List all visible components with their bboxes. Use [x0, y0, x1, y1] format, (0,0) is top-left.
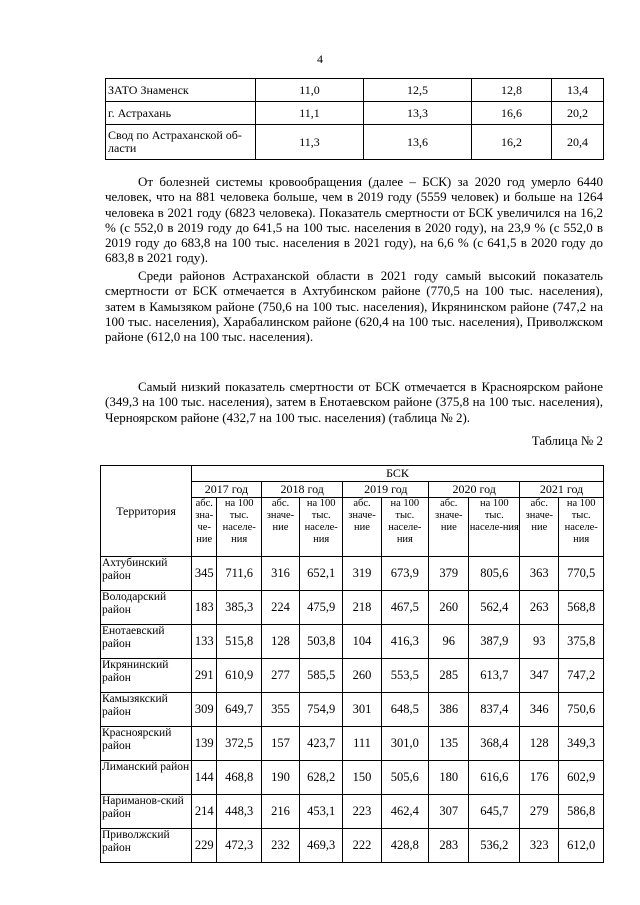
abs-value-cell: 386	[429, 693, 469, 727]
table-row	[101, 795, 604, 829]
abs-value-cell: 104	[343, 625, 381, 659]
abs-value-cell: 214	[192, 795, 217, 829]
rate-cell: 385,3	[217, 591, 261, 625]
table-caption: Таблица № 2	[531, 433, 603, 448]
rate-cell: 553,5	[381, 659, 429, 693]
rate-header: на 100 тыс. населе-ния	[559, 498, 604, 557]
paragraph-bsk-deaths: От болезней системы кровообращения (далее – БСК) за 2020 год умерло 6440 человек, что на 881 человека больше, чем в 2019 году (5559 человек) и больше на 1264 человека в 2021 году (6823 человека). Показатель смертности от БСК увеличился на 16,2 % (с 552,0 в 2019 году до 641,5 на 100 тыс. населения в 2020 году), на 23,9 % (с 552,0 в 2019 году до 683,8 на 100 тыс. населения в 2021 году), на 6,6 % (с 641,5 в 2020 году до 683,8 в 2021 году).	[105, 174, 603, 266]
abs-value-cell: 229	[192, 829, 217, 863]
abs-value-cell: 346	[520, 693, 559, 727]
rate-cell: 387,9	[469, 625, 520, 659]
abs-value-cell: 277	[261, 659, 299, 693]
table-cell: 16,2	[472, 125, 552, 160]
mortality-table-top	[105, 78, 604, 160]
table-row	[106, 102, 604, 125]
abs-value-cell: 128	[261, 625, 299, 659]
table-cell: 11,3	[256, 125, 364, 160]
rate-cell: 349,3	[559, 727, 604, 761]
abs-value-cell: 307	[429, 795, 469, 829]
table-row	[101, 557, 604, 591]
table-cell: 16,6	[472, 102, 552, 125]
rate-cell: 375,8	[559, 625, 604, 659]
abs-value-cell: 379	[429, 557, 469, 591]
table-cell: 11,0	[256, 79, 364, 102]
year-header: 2020 год	[429, 482, 520, 498]
abs-value-cell: 260	[343, 659, 381, 693]
abs-value-cell: 347	[520, 659, 559, 693]
rate-cell: 472,3	[217, 829, 261, 863]
abs-value-cell: 283	[429, 829, 469, 863]
abs-value-cell: 319	[343, 557, 381, 591]
table-cell: 20,4	[552, 125, 604, 160]
abs-value-cell: 223	[343, 795, 381, 829]
abs-value-header: абс. значе-ние	[343, 498, 381, 557]
rate-cell: 613,7	[469, 659, 520, 693]
abs-value-cell: 291	[192, 659, 217, 693]
territory-name: ЗАТО Знаменск	[106, 79, 256, 102]
abs-value-cell: 345	[192, 557, 217, 591]
rate-header: на 100 тыс. населе-ния	[381, 498, 429, 557]
rate-cell: 503,8	[300, 625, 343, 659]
abs-value-cell: 180	[429, 761, 469, 795]
abs-value-cell: 309	[192, 693, 217, 727]
abs-value-cell: 260	[429, 591, 469, 625]
rate-cell: 673,9	[381, 557, 429, 591]
territory-name: Лиманский район	[101, 761, 192, 795]
abs-value-cell: 139	[192, 727, 217, 761]
abs-value-cell: 176	[520, 761, 559, 795]
rate-cell: 568,8	[559, 591, 604, 625]
rate-cell: 468,8	[217, 761, 261, 795]
table-row	[101, 829, 604, 863]
rate-cell: 805,6	[469, 557, 520, 591]
table-row	[101, 659, 604, 693]
rate-cell: 754,9	[300, 693, 343, 727]
abs-value-cell: 301	[343, 693, 381, 727]
abs-value-header: абс. зна-че-ние	[192, 498, 217, 557]
territory-name: Нариманов-ский район	[101, 795, 192, 829]
rate-cell: 562,4	[469, 591, 520, 625]
rate-cell: 469,3	[300, 829, 343, 863]
table-cell: 11,1	[256, 102, 364, 125]
abs-value-cell: 279	[520, 795, 559, 829]
abs-value-cell: 232	[261, 829, 299, 863]
territory-name: Свод по Астраханской об-ласти	[106, 125, 256, 160]
abs-value-cell: 363	[520, 557, 559, 591]
rate-cell: 536,2	[469, 829, 520, 863]
bsk-mortality-table	[100, 465, 604, 863]
table-cell: 13,6	[364, 125, 472, 160]
rate-cell: 475,9	[300, 591, 343, 625]
rate-cell: 586,8	[559, 795, 604, 829]
rate-cell: 628,2	[300, 761, 343, 795]
abs-value-cell: 224	[261, 591, 299, 625]
table-row	[101, 591, 604, 625]
table-row	[101, 693, 604, 727]
rate-cell: 750,6	[559, 693, 604, 727]
rate-cell: 428,8	[381, 829, 429, 863]
rate-header: на 100 тыс. населе-ния	[469, 498, 520, 557]
table-row	[101, 727, 604, 761]
abs-value-cell: 190	[261, 761, 299, 795]
table-row	[101, 625, 604, 659]
rate-cell: 648,5	[381, 693, 429, 727]
abs-value-cell: 263	[520, 591, 559, 625]
table-cell: 12,5	[364, 79, 472, 102]
rate-cell: 711,6	[217, 557, 261, 591]
rate-cell: 423,7	[300, 727, 343, 761]
table-cell: 20,2	[552, 102, 604, 125]
territory-name: Ахтубинский район	[101, 557, 192, 591]
page-number: 4	[317, 52, 323, 66]
rate-cell: 368,4	[469, 727, 520, 761]
abs-value-cell: 93	[520, 625, 559, 659]
paragraph-highest-mortality: Среди районов Астраханской области в 2021 году самый высокий показатель смертности от БСК отмечается в Ахтубинском районе (770,5 на 100 тыс. населения), затем в Камызяком районе (750,6 на 100 тыс. населения), Икрянинском районе (747,2 на 100 тыс. населения), Харабалинском районе (620,4 на 100 тыс. населения), Приволжском районе (612,0 на 100 тыс. населения).	[105, 268, 603, 345]
abs-value-cell: 222	[343, 829, 381, 863]
rate-cell: 416,3	[381, 625, 429, 659]
abs-value-header: абс. значе-ние	[261, 498, 299, 557]
table-row	[106, 125, 604, 160]
abs-value-cell: 216	[261, 795, 299, 829]
abs-value-cell: 316	[261, 557, 299, 591]
table-row	[101, 761, 604, 795]
year-header: 2017 год	[192, 482, 262, 498]
table-row	[106, 79, 604, 102]
territory-name: г. Астрахань	[106, 102, 256, 125]
abs-value-cell: 183	[192, 591, 217, 625]
rate-cell: 652,1	[300, 557, 343, 591]
rate-cell: 462,4	[381, 795, 429, 829]
paragraph-lowest-mortality: Самый низкий показатель смертности от БСК отмечается в Красноярском районе (349,3 на 100 тыс. населения), затем в Енотаевском районе (375,8 на 100 тыс. населения), Черноярском районе (432,7 на 100 тыс. населения) (таблица № 2).	[105, 379, 603, 425]
rate-header: на 100 тыс. населе-ния	[217, 498, 261, 557]
territory-name: Приволжский район	[101, 829, 192, 863]
abs-value-cell: 157	[261, 727, 299, 761]
rate-cell: 612,0	[559, 829, 604, 863]
abs-value-cell: 323	[520, 829, 559, 863]
rate-cell: 372,5	[217, 727, 261, 761]
abs-value-header: абс. значе-ние	[429, 498, 469, 557]
abs-value-cell: 355	[261, 693, 299, 727]
table-cell: 13,3	[364, 102, 472, 125]
rate-cell: 585,5	[300, 659, 343, 693]
rate-cell: 645,7	[469, 795, 520, 829]
table-cell: 12,8	[472, 79, 552, 102]
year-header: 2021 год	[520, 482, 604, 498]
abs-value-cell: 135	[429, 727, 469, 761]
abs-value-cell: 144	[192, 761, 217, 795]
territory-name: Красноярский район	[101, 727, 192, 761]
table-cell: 13,4	[552, 79, 604, 102]
abs-value-header: абс. значе-ние	[520, 498, 559, 557]
abs-value-cell: 111	[343, 727, 381, 761]
abs-value-cell: 150	[343, 761, 381, 795]
rate-cell: 610,9	[217, 659, 261, 693]
rate-cell: 837,4	[469, 693, 520, 727]
rate-cell: 301,0	[381, 727, 429, 761]
group-header: БСК	[192, 466, 604, 482]
rate-cell: 448,3	[217, 795, 261, 829]
rate-cell: 453,1	[300, 795, 343, 829]
year-header: 2019 год	[343, 482, 429, 498]
rate-cell: 747,2	[559, 659, 604, 693]
abs-value-cell: 133	[192, 625, 217, 659]
rate-cell: 602,9	[559, 761, 604, 795]
rate-cell: 515,8	[217, 625, 261, 659]
rate-cell: 770,5	[559, 557, 604, 591]
rate-header: на 100 тыс. населе-ния	[300, 498, 343, 557]
abs-value-cell: 285	[429, 659, 469, 693]
rate-cell: 505,6	[381, 761, 429, 795]
abs-value-cell: 128	[520, 727, 559, 761]
rate-cell: 467,5	[381, 591, 429, 625]
territory-name: Икрянинский район	[101, 659, 192, 693]
abs-value-cell: 218	[343, 591, 381, 625]
rate-cell: 616,6	[469, 761, 520, 795]
territory-name: Володарский район	[101, 591, 192, 625]
territory-name: Енотаевский район	[101, 625, 192, 659]
rate-cell: 649,7	[217, 693, 261, 727]
abs-value-cell: 96	[429, 625, 469, 659]
territory-header: Территория	[101, 466, 192, 557]
year-header: 2018 год	[261, 482, 343, 498]
territory-name: Камызякский район	[101, 693, 192, 727]
